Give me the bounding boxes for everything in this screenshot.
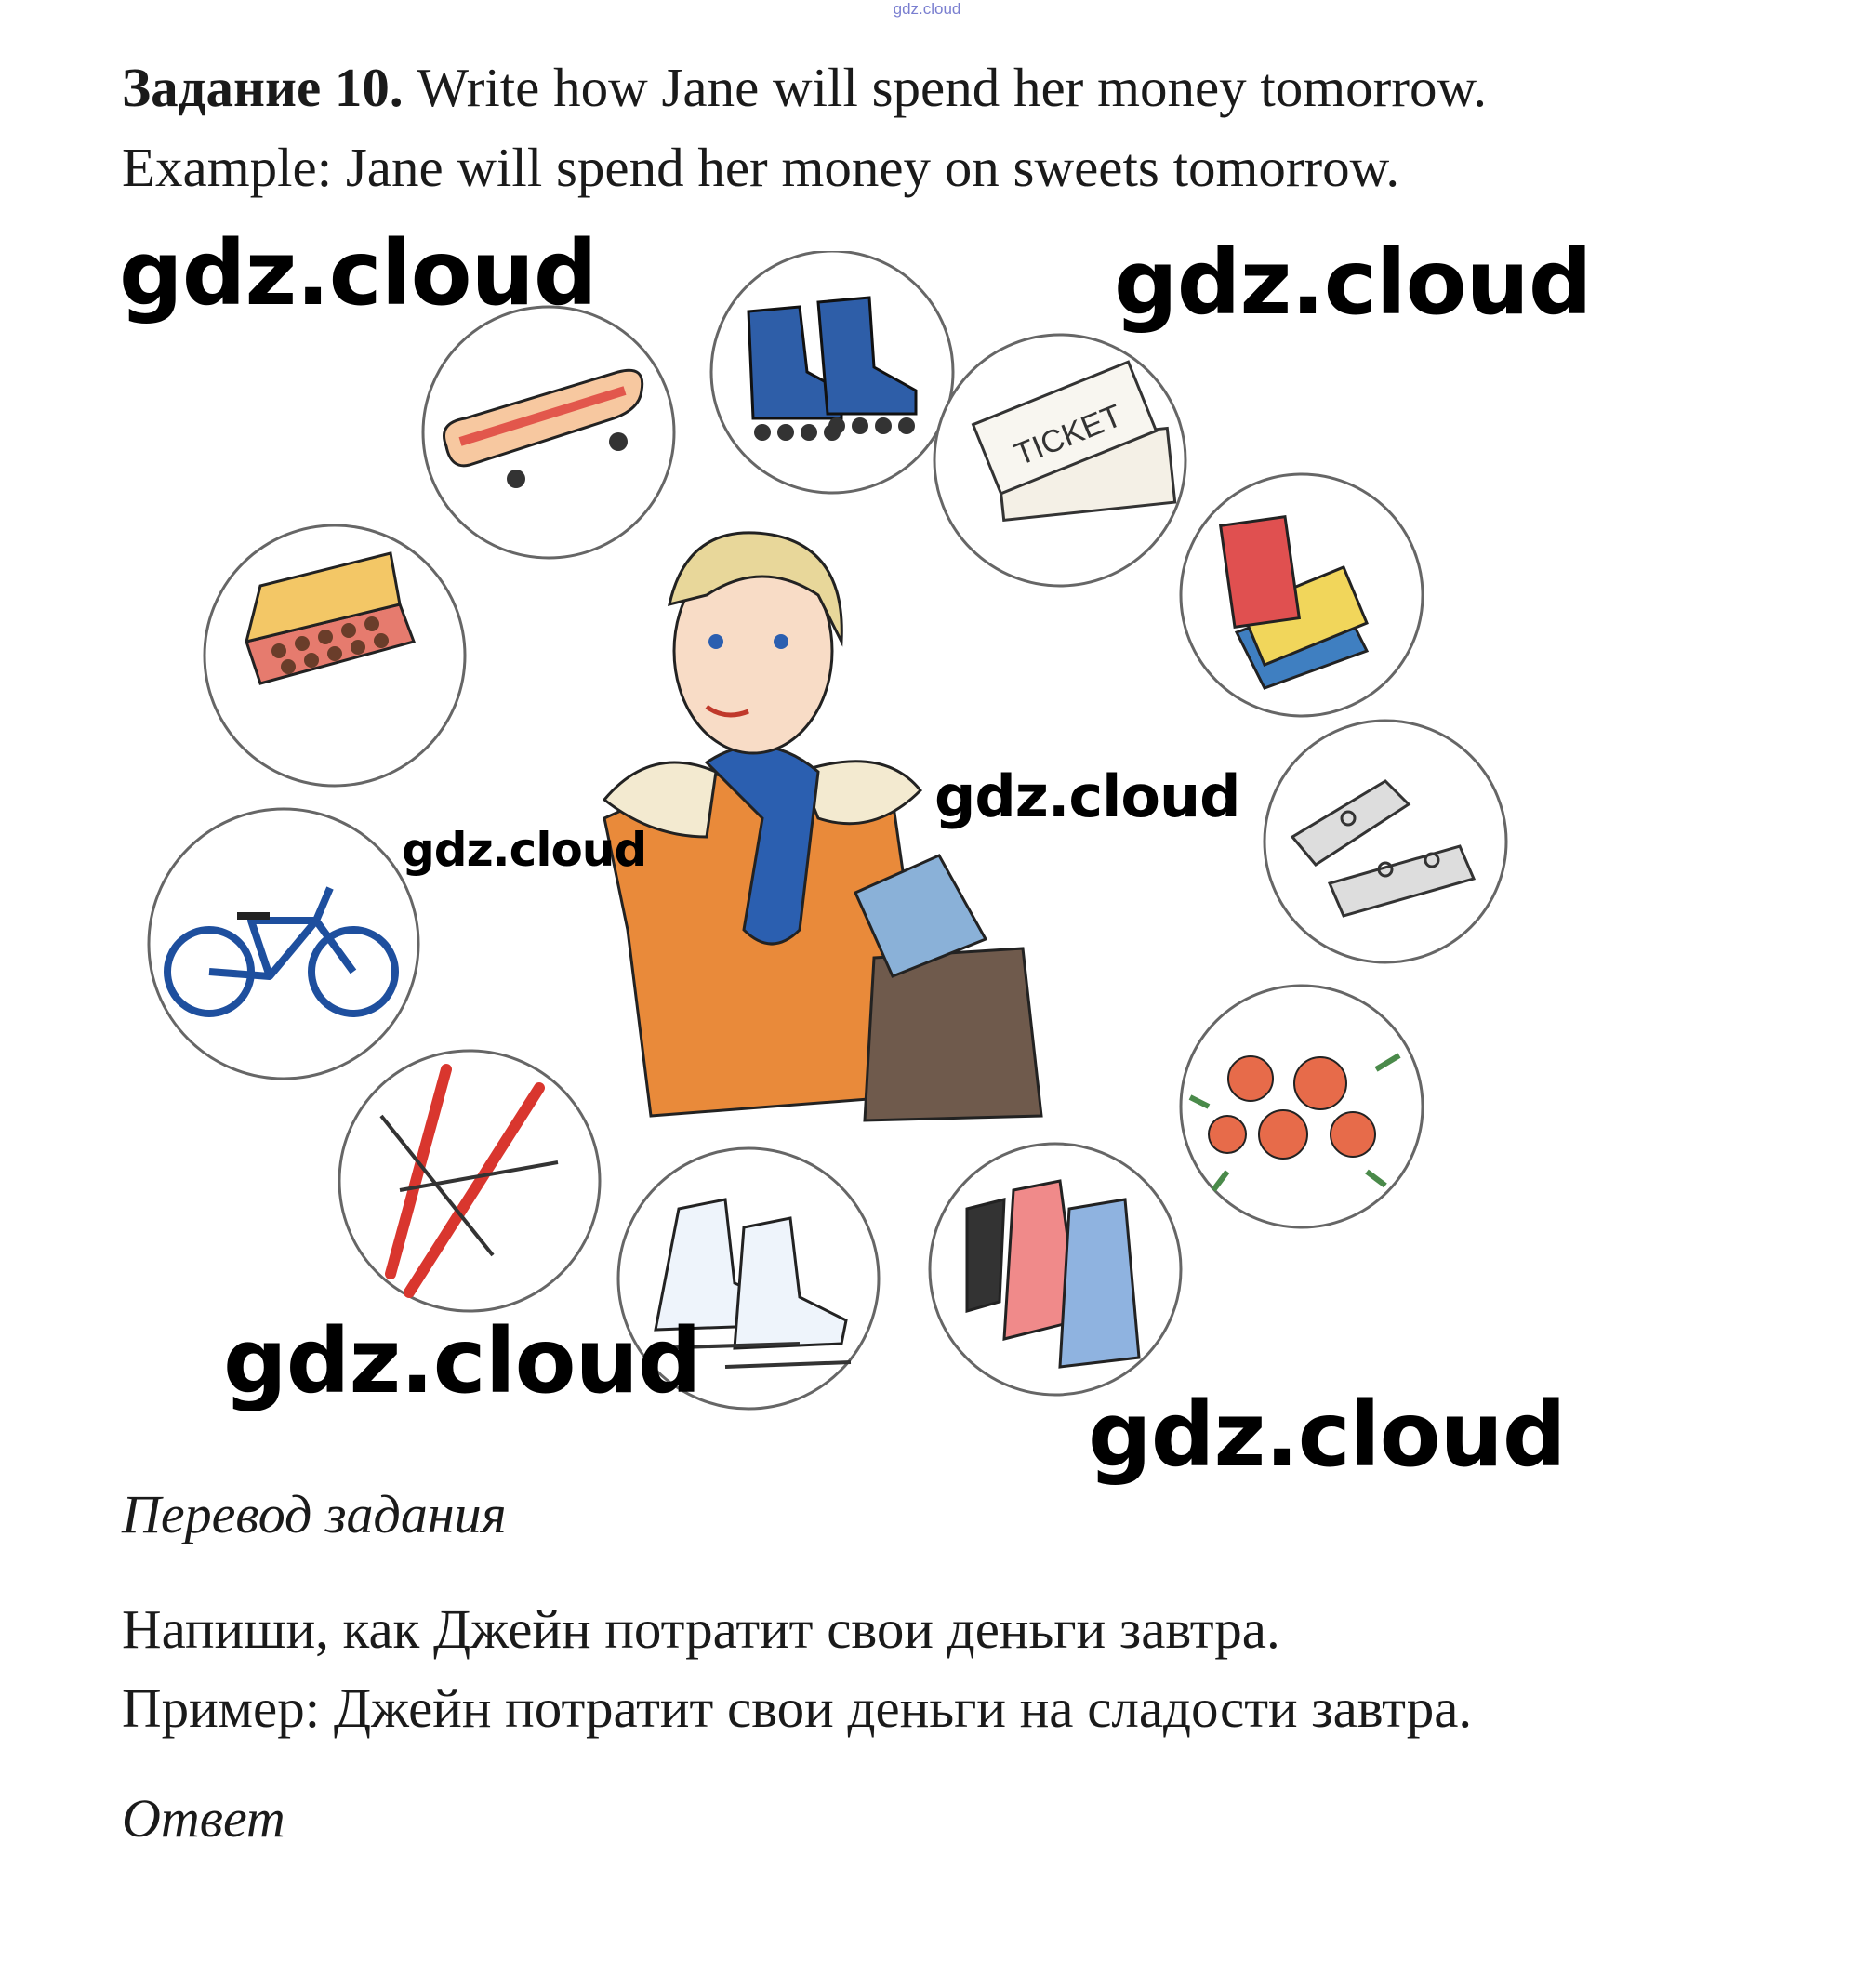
watermark: gdz.cloud [934,762,1240,830]
skis-bubble [339,1051,600,1311]
task-instruction-line [122,56,1487,120]
watermark: gdz.cloud [119,221,597,325]
flowers-bubble [1181,986,1423,1227]
translation-example: Пример: Джейн потратит свои деньги на сладости завтра. [122,1677,1473,1739]
ticket-text: TICKET [1009,397,1127,473]
task-label: Задание 10. [122,57,404,118]
bicycle-bubble [149,809,418,1079]
books-bubble [1181,474,1423,716]
answer-heading: Ответ [122,1788,285,1849]
watermark: gdz.cloud [1114,231,1592,335]
dominoes-bubble [1265,721,1506,962]
header-watermark: gdz.cloud [893,0,961,18]
watermark: gdz.cloud [223,1309,701,1413]
watermark: gdz.cloud [402,823,647,877]
translation-instruction: Напиши, как Джейн потратит свои деньги завтра. [122,1598,1280,1660]
illustration [130,251,1534,1423]
rollerblades-bubble [711,251,953,493]
translation-heading: Перевод задания [122,1484,507,1544]
watermark: gdz.cloud [1088,1383,1566,1487]
task-instruction: Write how Jane will spend her money tomorrow. [417,57,1488,118]
sweets-box-bubble [205,525,465,786]
clothes-bubble [930,1144,1181,1395]
tickets-bubble [934,335,1185,586]
skateboard-bubble [423,307,674,558]
task-example: Example: Jane will spend her money on sweets tomorrow. [122,137,1400,198]
